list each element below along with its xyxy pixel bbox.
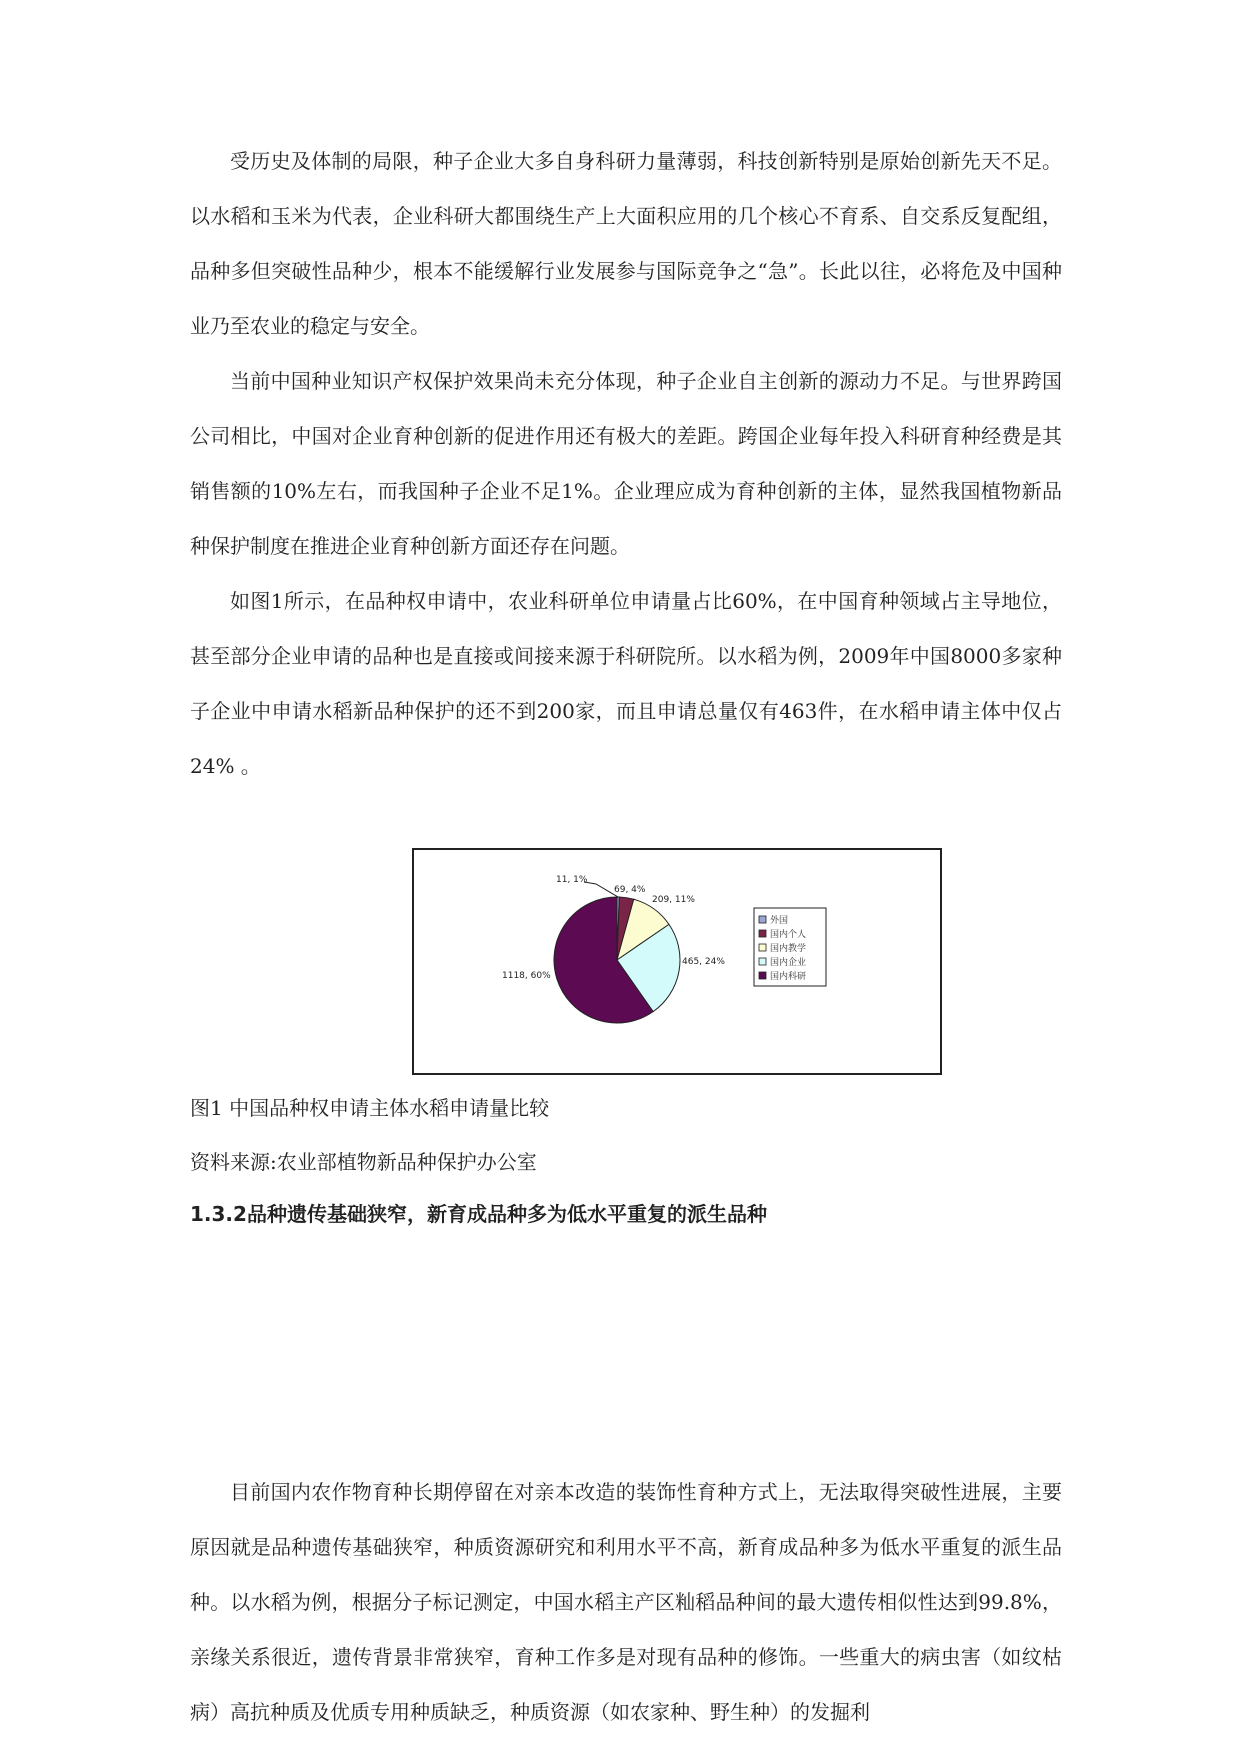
pie-data-label-4: 1118, 60% xyxy=(502,971,551,981)
pie-chart-figure xyxy=(412,848,942,1075)
figure-caption: 图1 中国品种权申请主体水稻申请量比较 xyxy=(190,1096,550,1120)
paragraph-2: 当前中国种业知识产权保护效果尚未充分体现，种子企业自主创新的源动力不足。与世界跨国公司相比，中国对企业育种创新的促进作用还有极大的差距。跨国企业每年投入科研育种经费是其销售额的10%左右，而我国种子企业不足1%。企业理应成为育种创新的主体，显然我国植物新品种保护制度在推进企业育种创新方面还存在问题。 xyxy=(190,369,1062,558)
legend-label-2: 国内教学 xyxy=(770,944,807,954)
legend-label-4: 国内科研 xyxy=(770,972,807,982)
figure-source: 资料来源:农业部植物新品种保护办公室 xyxy=(190,1150,537,1174)
legend-swatch-3 xyxy=(759,958,766,965)
legend-swatch-4 xyxy=(759,972,766,979)
legend-swatch-1 xyxy=(759,930,766,937)
legend-label-1: 国内个人 xyxy=(770,930,807,940)
pie-data-label-0: 11, 1% xyxy=(556,875,588,885)
pie-data-label-2: 209, 11% xyxy=(652,895,695,905)
legend-label-3: 国内企业 xyxy=(770,958,807,968)
legend-label-0: 外国 xyxy=(770,916,789,926)
section-heading: 1.3.2品种遗传基础狭窄，新育成品种多为低水平重复的派生品种 xyxy=(190,1202,767,1226)
pie-chart xyxy=(414,850,940,1073)
legend-swatch-2 xyxy=(759,944,766,951)
paragraph-4: 目前国内农作物育种长期停留在对亲本改造的装饰性育种方式上，无法取得突破性进展，主要原因就是品种遗传基础狭窄，种质资源研究和利用水平不高，新育成品种多为低水平重复的派生品种。以水稻为例，根据分子标记测定，中国水稻主产区籼稻品种间的最大遗传相似性达到99.8%，亲缘关系很近，遗传背景非常狭窄，育种工作多是对现有品种的修饰。一些重大的病虫害（如纹枯病）高抗种质及优质专用种质缺乏，种质资源（如农家种、野生种）的发掘利 xyxy=(190,1480,1062,1724)
pie-data-label-3: 465, 24% xyxy=(682,957,725,967)
paragraph-1: 受历史及体制的局限，种子企业大多自身科研力量薄弱，科技创新特别是原始创新先天不足。以水稻和玉米为代表，企业科研大都围绕生产上大面积应用的几个核心不育系、自交系反复配组，品种多但突破性品种少，根本不能缓解行业发展参与国际竞争之“急”。长此以往，必将危及中国种业乃至农业的稳定与安全。 xyxy=(190,149,1062,338)
pie-data-label-1: 69, 4% xyxy=(614,885,646,895)
legend-swatch-0 xyxy=(759,916,766,923)
paragraph-3: 如图1所示，在品种权申请中，农业科研单位申请量占比60%，在中国育种领域占主导地位，甚至部分企业申请的品种也是直接或间接来源于科研院所。以水稻为例，2009年中国8000多家种子企业中申请水稻新品种保护的还不到200家，而且申请总量仅有463件，在水稻申请主体中仅占24% 。 xyxy=(190,589,1062,778)
